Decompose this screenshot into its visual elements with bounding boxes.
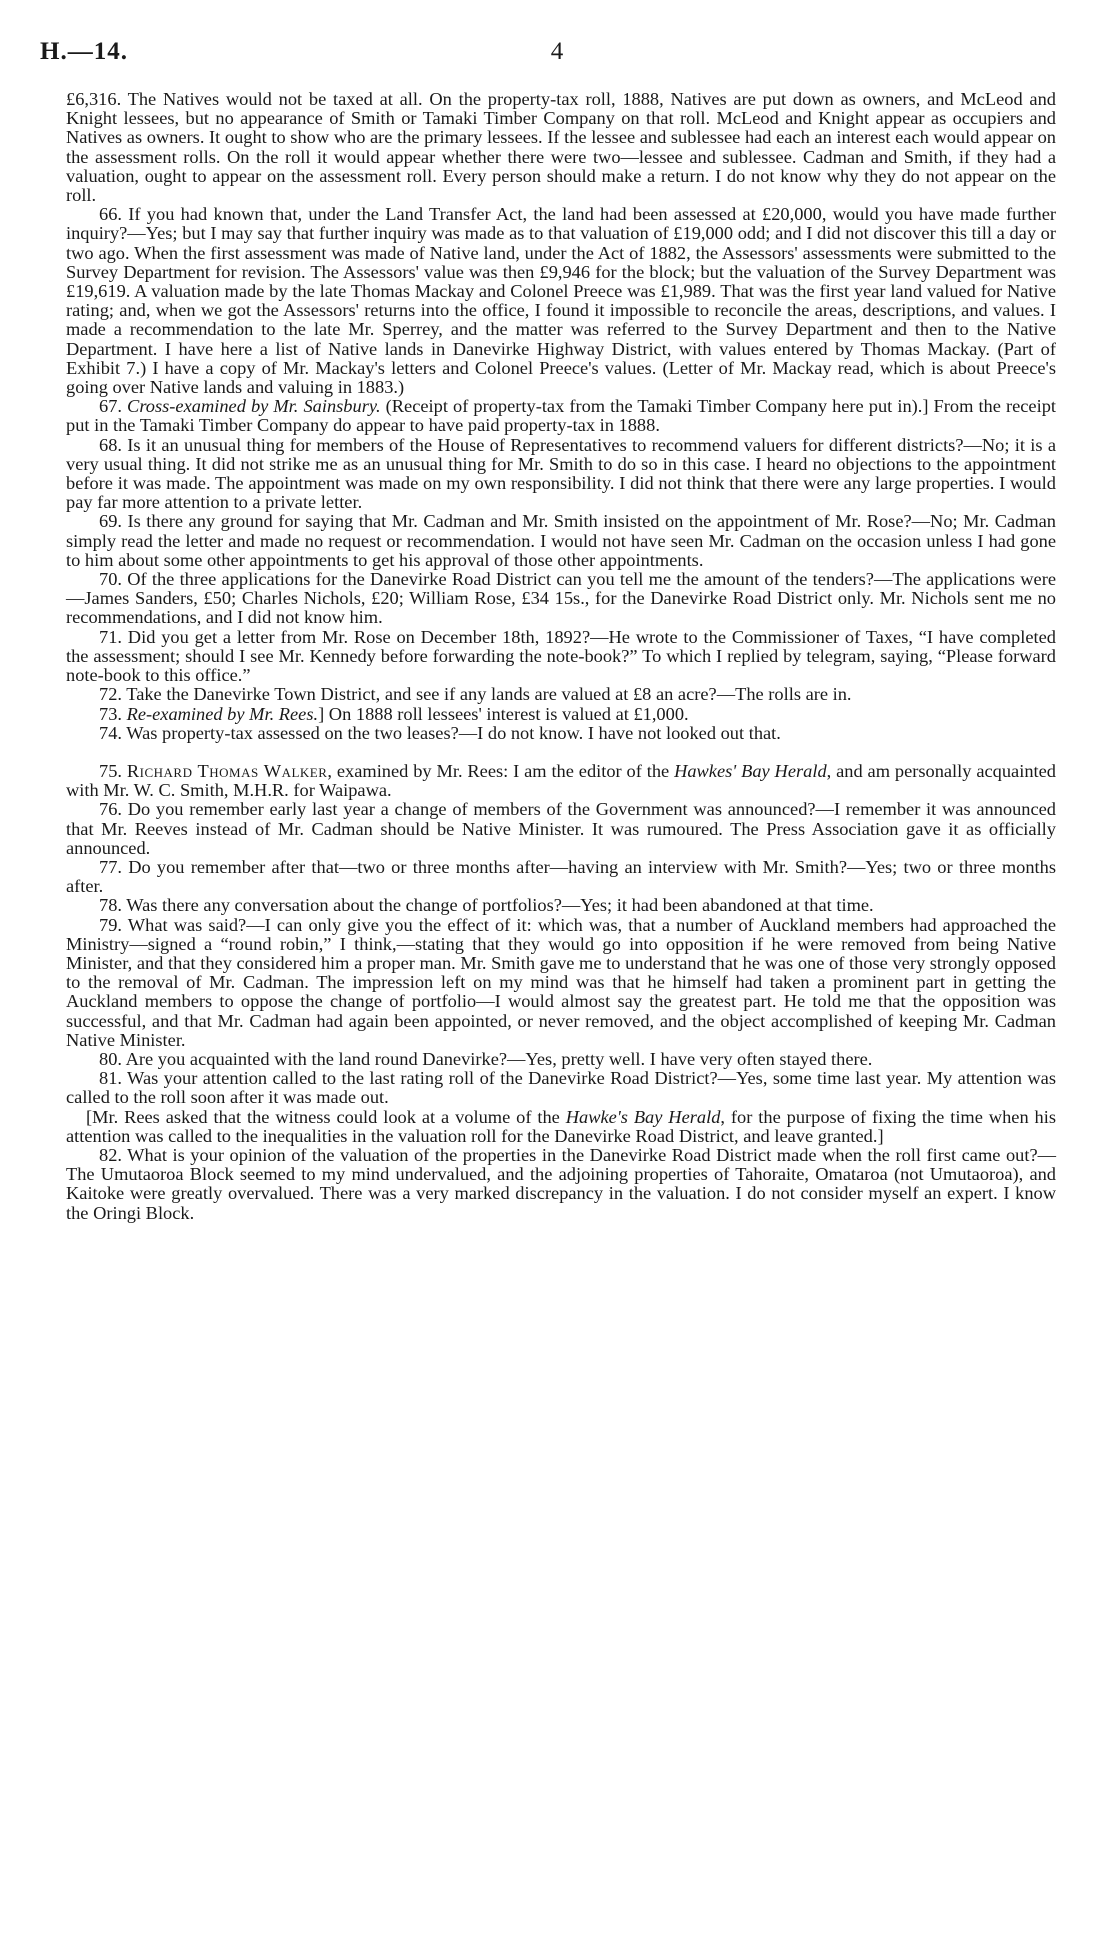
bracketed-note — [66, 1108, 1056, 1146]
paragraph-text: ] On 1888 roll lessees' interest is valued at £1,000. — [318, 703, 689, 724]
paragraph-82: 82. What is your opinion of the valuation of the properties in the Danevirke Road District made when the roll first came out?—The Umutaoroa Block seemed to my mind undervalued, and the adjoining properties of Tahoraite, Omataroa (not Umutaoroa), and Kaitoke were greatly overvalued. There was a very marked discrepancy in the valuation. I do not consider myself an expert. I know the Oringi Block. — [66, 1144, 1056, 1223]
paragraph-italic: Re-examined by Mr. Rees. — [126, 703, 319, 724]
paragraph-lead: 75. — [99, 760, 127, 781]
page-header — [40, 38, 1074, 72]
paragraph-italic: Cross-examined by Mr. Sainsbury. — [127, 396, 381, 417]
paragraph-66: 66. If you had known that, under the Land Transfer Act, the land had been assessed at £20,000, would you have made further inquiry?—Yes; but I may say that further inquiry was made as to that valuation of £19,000 odd; and I did not discover this till a day or two ago. When the first assessment was made of Native land, under the Act of 1882, the Assessors' assessments were submitted to the Survey Department for revision. The Assessors' value was then £9,946 for the block; but the valuation of the Survey Department was £19,619. A valuation made by the late Thomas Mackay and Colonel Preece was £1,989. That was the first year land valued for Native rating; and, when we got the Assessors' returns into the office, I found it impossible to reconcile the areas, descriptions, and values. I made a recommendation to the late Mr. Sperrey, and the matter was referred to the Survey Department and then to the Native Department. I have here a list of Native lands in Danevirke Highway District, with values entered by Thomas Mackay. (Part of Exhibit 7.) I have a copy of Mr. Mackay's letters and Colonel Preece's values. (Letter of Mr. Mackay read, which is about Preece's going over Native lands and valuing in 1883.) — [66, 204, 1056, 398]
paragraph-68: 68. Is it an unusual thing for members of the House of Representatives to recommend valuers for different districts?—No; it is a very usual thing. It did not strike me as an unusual thing for Mr. Smith to do so in this case. I heard no objections to the appointment before it was made. The appointment was made on my own responsibility. I did not think that there were any large properties. I would pay far more attention to a private letter. — [66, 434, 1056, 513]
paragraph-tail: , and am personally acquainted with Mr. W. C. Smith, M.H.R. for Waipawa. — [66, 760, 1056, 801]
body-text — [66, 90, 1056, 1223]
witness-name: Richard Thomas Walker — [126, 760, 328, 781]
paragraph-69: 69. Is there any ground for saying that Mr. Cadman and Mr. Smith insisted on the appointment of Mr. Rose?—No; Mr. Cadman simply read the letter and made no request or recommendation. I would not have seen Mr. Cadman on the occasion unless I had gone to him about some other appointments to get his approval of those other appointments. — [66, 511, 1056, 570]
newspaper-title: Hawkes' Bay Herald — [674, 760, 827, 781]
paragraph-67 — [66, 397, 1056, 435]
page-number: 4 — [550, 38, 564, 65]
paragraph-79: 79. What was said?—I can only give you the effect of it: which was, that a number of Auckland members had approached the Ministry—signed a “round robin,” I think,—stating that they would go into opposition if he were removed from being Native Minister, and that they considered him a proper man. Mr. Smith gave me to understand that he was one of those very strongly opposed to the removal of Mr. Cadman. The impression left on my mind was that he himself had taken a prominent part in getting the Auckland members to oppose the change of portfolio—I would almost say the greatest part. He told me that the opposition was successful, and that Mr. Cadman had again been appointed, or never removed, and the object accomplished of keeping Mr. Cadman Native Minister. — [66, 914, 1056, 1050]
paragraph-78: 78. Was there any conversation about the change of portfolios?—Yes; it had been abandoned at that time. — [99, 895, 874, 916]
paragraph-lead: 73. — [99, 703, 127, 724]
paragraph-lead: [Mr. Rees asked that the witness could look at a volume of the — [86, 1106, 566, 1127]
paragraph-75 — [66, 762, 1056, 800]
paragraph-80: 80. Are you acquainted with the land round Danevirke?—Yes, pretty well. I have very often stayed there. — [99, 1048, 873, 1069]
paragraph-74: 74. Was property-tax assessed on the two leases?—I do not know. I have not looked out that. — [99, 722, 781, 743]
paragraph-72: 72. Take the Danevirke Town District, and see if any lands are valued at £8 an acre?—The rolls are in. — [99, 684, 852, 705]
paragraph-77: 77. Do you remember after that—two or three months after—having an interview with Mr. Smith?—Yes; two or three months after. — [66, 856, 1056, 897]
paragraph-73 — [66, 705, 1056, 724]
paragraph-lead: 67. — [99, 396, 128, 417]
newspaper-title: Hawke's Bay Herald — [565, 1106, 721, 1127]
document-code: H.—14. — [40, 38, 128, 65]
paragraph-text: (Receipt of property-tax from the Tamaki Timber Company here put in).] From the receipt put in the Tamaki Timber Company do appear to have paid property-tax in 1888. — [66, 396, 1056, 436]
paragraph-76: 76. Do you remember early last year a change of members of the Government was announced?—I remember it was announced that Mr. Reeves instead of Mr. Cadman should be Native Minister. It was rumoured. The Press Association gave it as officially announced. — [66, 799, 1056, 858]
paragraph-71: 71. Did you get a letter from Mr. Rose on December 18th, 1892?—He wrote to the Commissioner of Taxes, “I have completed the assessment; should I see Mr. Kennedy before forwarding the note-book?” To which I replied by telegram, saying, “Please forward note-book to this office.” — [66, 626, 1056, 686]
paragraph-81: 81. Was your attention called to the last rating roll of the Danevirke Road District?—Yes, some time last year. My attention was called to the roll soon after it was made out. — [66, 1068, 1056, 1108]
paragraph-70: 70. Of the three applications for the Danevirke Road District can you tell me the amount of the tenders?—The applications were—James Sanders, £50; Charles Nichols, £20; William Rose, £34 15s., for the Danevirke Road District only. Mr. Nichols sent me no recommendations, and I did not know him. — [66, 569, 1056, 628]
paragraph-continuation: £6,316. The Natives would not be taxed at all. On the property-tax roll, 1888, Natives are put down as owners, and McLeod and Knight lessees, but no appearance of Smith or Tamaki Timber Company on that roll. McLeod and Knight appear as occupiers and Natives as owners. It ought to show who are the primary lessees. If the lessee and sublessee had each an interest each would appear on the assessment rolls. On the roll it would appear whether there were two—lessee and sublessee. Cadman and Smith, if they had a valuation, ought to appear on the assessment roll. Every person should make a return. I do not know why they do not appear on the roll. — [66, 89, 1056, 206]
paragraph-text: , examined by Mr. Rees: I am the editor of the — [327, 760, 675, 781]
paragraph-text: , for the purpose of fixing the time when his attention was called to the inequalities in the valuation roll for the Danevirke Road District, and leave granted.] — [66, 1106, 1057, 1146]
